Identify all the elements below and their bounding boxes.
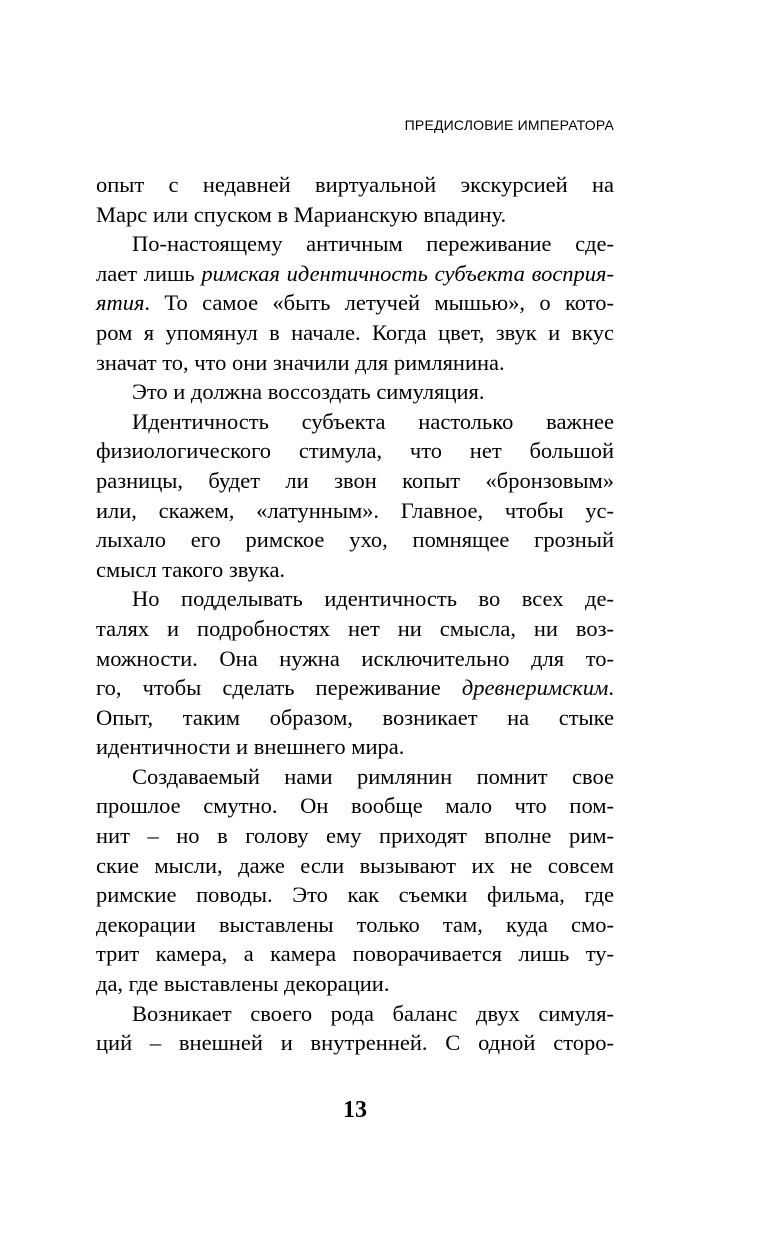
- text-run: разницы, будет ли звон копыт «бронзовым»: [96, 467, 614, 493]
- text-line: [96, 436, 614, 466]
- italic-text: римская идентичность субъекта восприя-: [201, 260, 615, 286]
- text-line: [96, 821, 614, 851]
- text-line: [96, 377, 614, 407]
- text-line: [96, 1028, 614, 1058]
- text-run: трит камера, а камера поворачивается лишь ту-: [96, 941, 614, 967]
- text-line: [96, 288, 614, 318]
- text-line: [96, 880, 614, 910]
- text-run: Идентичность субъекта настолько важнее: [132, 408, 614, 434]
- text-line: [96, 673, 614, 703]
- text-run: ций – внешней и внутренней. С одной сторо-: [96, 1030, 614, 1056]
- text-run: смысл такого звука.: [96, 556, 286, 582]
- text-line: [96, 496, 614, 526]
- text-run: нит – но в голову ему приходят вполне рим-: [96, 823, 614, 849]
- text-run: ские мысли, даже если вызывают их не совсем: [96, 852, 614, 878]
- text-line: [96, 170, 614, 200]
- text-run: прошлое смутно. Он вообще мало что пом-: [96, 793, 614, 819]
- text-run: Создаваемый нами римлянин помнит свое: [132, 763, 614, 789]
- text-line: [96, 555, 614, 585]
- running-header: ПРЕДИСЛОВИЕ ИМПЕРАТОРА: [404, 117, 614, 133]
- text-run: По-настоящему античным переживание сде-: [132, 231, 614, 257]
- text-run: Опыт, таким образом, возникает на стыке: [96, 704, 614, 730]
- text-run: опыт с недавней виртуальной экскурсией на: [96, 172, 614, 197]
- italic-text: древнеримским: [461, 675, 609, 701]
- text-run: талях и подробностях нет ни смысла, ни воз-: [96, 615, 614, 641]
- text-line: [96, 348, 614, 378]
- text-run: лыхало его римское ухо, помнящее грозный: [96, 527, 614, 553]
- text-line: [96, 644, 614, 674]
- text-line: [96, 318, 614, 348]
- text-line: [96, 703, 614, 733]
- text-line: [96, 732, 614, 762]
- text-run: . То самое «быть летучей мышью», о кото-: [144, 290, 614, 316]
- text-run: римские поводы. Это как съемки фильма, где: [96, 882, 614, 908]
- body-text: [96, 170, 614, 1058]
- text-line: [96, 525, 614, 555]
- text-run: физиологического стимула, что нет большой: [96, 438, 614, 464]
- text-line: [96, 969, 614, 999]
- text-run: .: [608, 675, 614, 701]
- text-run: да, где выставлены декорации.: [96, 971, 390, 997]
- text-line: [96, 762, 614, 792]
- page-number: 13: [343, 1097, 367, 1123]
- italic-text: ятия: [96, 290, 145, 316]
- text-run: ром я упомянул в начале. Когда цвет, звук и вкус: [96, 319, 614, 345]
- text-run: Марс или спуском в Марианскую впадину.: [96, 201, 507, 227]
- text-line: [96, 407, 614, 437]
- text-line: [96, 229, 614, 259]
- text-line: [96, 466, 614, 496]
- text-run: идентичности и внешнего мира.: [96, 734, 405, 760]
- text-line: [96, 999, 614, 1029]
- text-run: Но подделывать идентичность во всех де-: [132, 586, 614, 612]
- text-line: [96, 910, 614, 940]
- text-run: или, скажем, «латунным». Главное, чтобы ус-: [96, 497, 614, 523]
- text-line: [96, 200, 614, 230]
- text-run: можности. Она нужна исключительно для то-: [96, 645, 614, 671]
- text-run: го, чтобы сделать переживание: [96, 675, 462, 701]
- text-run: значат то, что они значили для римлянина.: [96, 349, 505, 375]
- text-run: лает лишь: [96, 260, 202, 286]
- text-line: [96, 791, 614, 821]
- text-line: [96, 584, 614, 614]
- text-line: [96, 939, 614, 969]
- text-line: [96, 259, 614, 289]
- text-run: Это и должна воссоздать симуляция.: [132, 379, 485, 405]
- text-line: [96, 851, 614, 881]
- text-line: [96, 614, 614, 644]
- text-run: декорации выставлены только там, куда смо-: [96, 911, 614, 937]
- text-run: Возникает своего рода баланс двух симуля-: [132, 1000, 614, 1026]
